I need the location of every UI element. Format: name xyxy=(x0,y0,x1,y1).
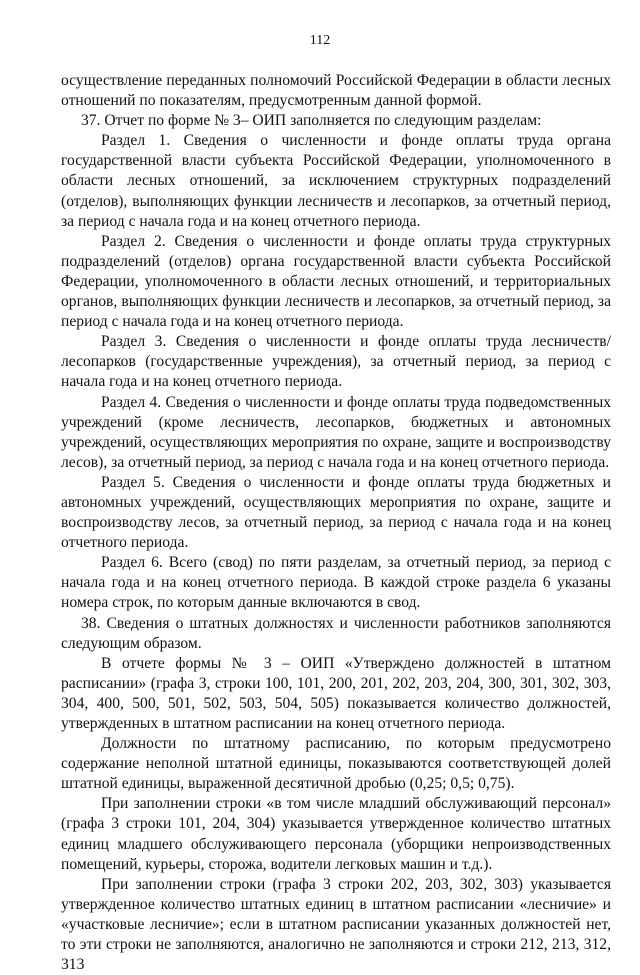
paragraph-section-3: Раздел 3. Сведения о численности и фонде оплаты труда лесничеств/лесопарков (государственные учреждения), за отчетный период, за период с начала года и на конец отчетного периода. xyxy=(61,333,611,391)
paragraph-section-5: Раздел 5. Сведения о численности и фонде оплаты труда бюджетных и автономных учреждений, осуществляющих мероприятия по охране, защите и воспроизводству лесов, за отчетный период, за период с начала года и на конец отчетного периода. xyxy=(61,473,611,552)
page-number: 112 xyxy=(309,33,331,48)
paragraph-partial-units: Должности по штатному расписанию, по которым предусмотрено содержание неполной штатной единицы, показываются соответствующей долей штатной единицы, выраженной десятичной дробью (0,25; 0,5; 0,75). xyxy=(61,735,611,793)
paragraph-item-38: 38. Сведения о штатных должностях и численности работников заполняются следующим образом. xyxy=(61,614,611,652)
paragraph-section-6: Раздел 6. Всего (свод) по пяти разделам, за отчетный период, за период с начала года и на конец отчетного периода. В каждой строке раздела 6 указаны номера строк, по которым данные включаются в свод. xyxy=(61,554,611,612)
paragraph-continuation: осуществление переданных полномочий Российской Федерации в области лесных отношений по показателям, предусмотренным данной формой. xyxy=(61,72,611,110)
paragraph-section-4: Раздел 4. Сведения о численности и фонде оплаты труда подведомственных учреждений (кроме лесничеств, лесопарков, бюджетных и автономных учреждений, осуществляющих мероприятия по охране, защите и воспроизводству лесов), за отчетный период, за период с начала года и на конец отчетного периода. xyxy=(61,393,611,471)
paragraph-section-1: Раздел 1. Сведения о численности и фонде оплаты труда органа государственной власти субъекта Российской Федерации, уполномоченного в области лесных отношений, за исключением структурных подразделений (отделов), выполняющих функции лесничеств и лесопарков, за отчетный период, за период с начала года и на конец отчетного периода. xyxy=(61,132,611,230)
paragraph-junior-staff: При заполнении строки «в том числе младший обслуживающий персонал» (графа 3 строки 101, 204, 304) указывается утвержденное количество штатных единиц младшего обслуживающего персонала (уборщики непроизводственных помещений, курьеры, сторожа, водители легковых машин и т.д.). xyxy=(61,795,611,873)
paragraph-item-37: 37. Отчет по форме № 3– ОИП заполняется по следующим разделам: xyxy=(81,112,542,130)
document-body xyxy=(61,71,611,975)
paragraph-foresters: При заполнении строки (графа 3 строки 202, 203, 302, 303) указывается утвержденное количество штатных единиц в штатном расписании «лесничие» и «участковые лесничие»; если в штатном расписании указанных должностей нет, то эти строки не заполняются, аналогично не заполняются и строки 212, 213, 312, 313 xyxy=(61,875,611,974)
paragraph-section-2: Раздел 2. Сведения о численности и фонде оплаты труда структурных подразделений (отделов) органа государственной власти субъекта Российской Федерации, уполномоченного в области лесных отношений, и территориальных органов, выполняющих функции лесничеств и лесопарков, за отчетный период, за период с начала года и на конец отчетного периода. xyxy=(61,232,611,331)
paragraph-staff-positions: В отчете формы № 3 – ОИП «Утверждено должностей в штатном расписании» (графа 3, строки 100, 101, 200, 201, 202, 203, 204, 300, 301, 302, 303, 304, 400, 500, 501, 502, 503, 504, 505) показывается количество должностей, утвержденных в штатном расписании на конец отчетного периода. xyxy=(61,654,611,732)
